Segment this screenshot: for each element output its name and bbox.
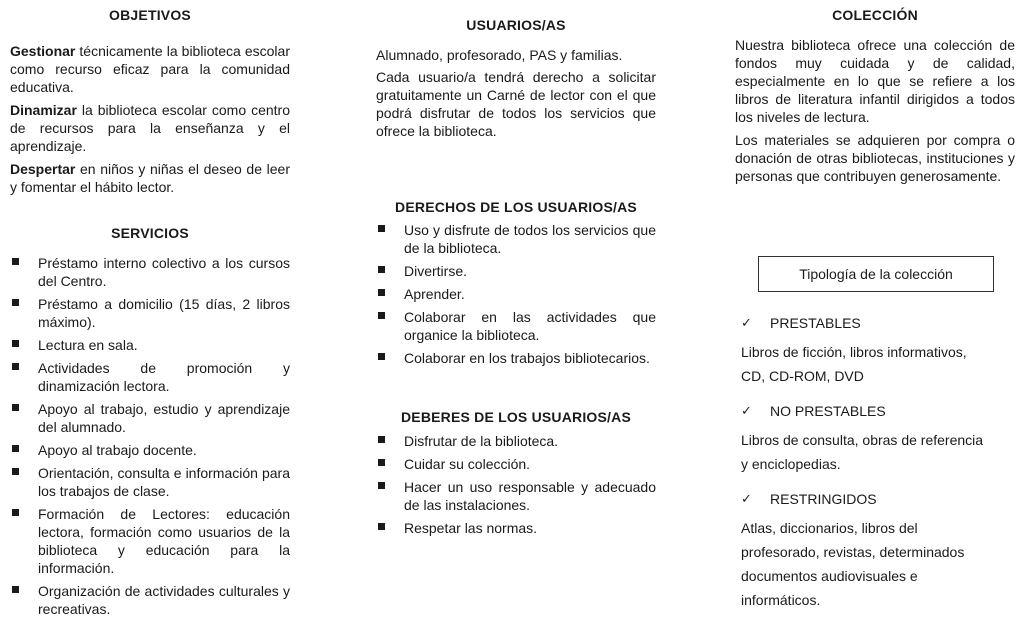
deberes-heading: DEBERES DE LOS USUARIOS/AS xyxy=(400,409,631,425)
category-restringidos xyxy=(735,490,1015,612)
category-no-prestables xyxy=(735,402,1015,476)
coleccion-heading: COLECCIÓN xyxy=(832,7,918,23)
servicio-item: Apoyo al trabajo docente. xyxy=(10,441,290,459)
tipologia-box-wrap xyxy=(758,256,994,292)
category-line: documentos audiovisuales e xyxy=(741,568,918,584)
deber-item: Disfrutar de la biblioteca. xyxy=(376,432,656,450)
derecho-item: Divertirse. xyxy=(376,262,656,280)
objetivos-heading: OBJETIVOS xyxy=(109,7,191,23)
servicios-list xyxy=(10,254,290,618)
category-description xyxy=(735,428,1015,476)
category-line: Libros de consulta, obras de referencia xyxy=(741,432,984,448)
category-line: CD, CD-ROM, DVD xyxy=(741,368,864,384)
servicio-item: Actividades de promoción y dinamización lectora. xyxy=(10,359,290,395)
derecho-item: Colaborar en los trabajos bibliotecarios. xyxy=(376,349,656,367)
servicios-heading: SERVICIOS xyxy=(111,225,189,241)
coleccion-text: Nuestra biblioteca ofrece una colección de fondos muy cuidada y de calidad, especialmente en lo que se refiere a los libros de literatura infantil dirigidos a todos los niveles de lectura. xyxy=(735,37,1015,125)
category-description xyxy=(735,340,1015,388)
coleccion-text: Los materiales se adquieren por compra o donación de otras bibliotecas, instituciones y personas que contribuyen generosamente. xyxy=(735,132,1015,184)
objetivo-text: la biblioteca escolar como centro de recursos para la enseñanza y el aprendizaje. xyxy=(10,102,290,154)
objetivos-list xyxy=(10,42,290,196)
category-label: RESTRINGIDOS xyxy=(770,491,877,507)
deber-item: Cuidar su colección. xyxy=(376,455,656,473)
deberes-list xyxy=(376,432,656,537)
deber-item: Respetar las normas. xyxy=(376,519,656,537)
servicio-item: Préstamo interno colectivo a los cursos del Centro. xyxy=(10,254,290,290)
usuarios-text: Cada usuario/a tendrá derecho a solicitar gratuitamente un Carné de lector con el que podrá disfrutar de todos los servicios que ofrece la biblioteca. xyxy=(376,69,656,139)
objetivo-item xyxy=(10,42,290,96)
category-line: Atlas, diccionarios, libros del xyxy=(741,520,918,536)
objetivo-text: técnicamente la biblioteca escolar como recurso eficaz para la comunidad educativa. xyxy=(10,43,290,95)
column-left xyxy=(10,0,290,623)
servicio-item: Formación de Lectores: educación lectora, formación como usuarios de la biblioteca y educación para la información. xyxy=(10,505,290,577)
category-line: Libros de ficción, libros informativos, xyxy=(741,344,967,360)
tipologia-label: Tipología de la colección xyxy=(799,266,953,282)
column-right xyxy=(735,0,1015,608)
category-line: informáticos. xyxy=(741,592,821,608)
checkmark-icon: ✓ xyxy=(741,315,752,330)
objetivo-item xyxy=(10,101,290,155)
category-label: PRESTABLES xyxy=(770,315,861,331)
objetivo-keyword: Dinamizar xyxy=(10,102,77,118)
derecho-item: Aprender. xyxy=(376,285,656,303)
deber-item: Hacer un uso responsable y adecuado de las instalaciones. xyxy=(376,478,656,514)
category-label: NO PRESTABLES xyxy=(770,403,886,419)
objetivo-keyword: Despertar xyxy=(10,161,76,177)
checkmark-icon: ✓ xyxy=(741,403,752,418)
checkmark-icon: ✓ xyxy=(741,491,752,506)
servicio-item: Orientación, consulta e información para los trabajos de clase. xyxy=(10,464,290,500)
objetivo-keyword: Gestionar xyxy=(10,43,76,59)
servicio-item: Lectura en sala. xyxy=(10,336,290,354)
category-line: profesorado, revistas, determinados xyxy=(741,544,965,560)
derechos-list xyxy=(376,221,656,367)
usuarios-text: Alumnado, profesorado, PAS y familias. xyxy=(376,47,623,63)
derecho-item: Colaborar en las actividades que organice la biblioteca. xyxy=(376,308,656,344)
servicio-item: Organización de actividades culturales y recreativas. xyxy=(10,582,290,618)
category-line: y enciclopedias. xyxy=(741,456,841,472)
objetivo-item xyxy=(10,160,290,196)
derecho-item: Uso y disfrute de todos los servicios que de la biblioteca. xyxy=(376,221,656,257)
tipologia-box xyxy=(758,256,994,292)
servicio-item: Préstamo a domicilio (15 días, 2 libros máximo). xyxy=(10,295,290,331)
column-middle xyxy=(376,0,656,542)
usuarios-heading: USUARIOS/AS xyxy=(466,17,566,33)
category-description xyxy=(735,516,1015,612)
category-prestables xyxy=(735,314,1015,388)
objetivo-text: en niños y niñas el deseo de leer y fomentar el hábito lector. xyxy=(10,161,290,195)
derechos-heading: DERECHOS DE LOS USUARIOS/AS xyxy=(395,199,637,215)
servicio-item: Apoyo al trabajo, estudio y aprendizaje del alumnado. xyxy=(10,400,290,436)
